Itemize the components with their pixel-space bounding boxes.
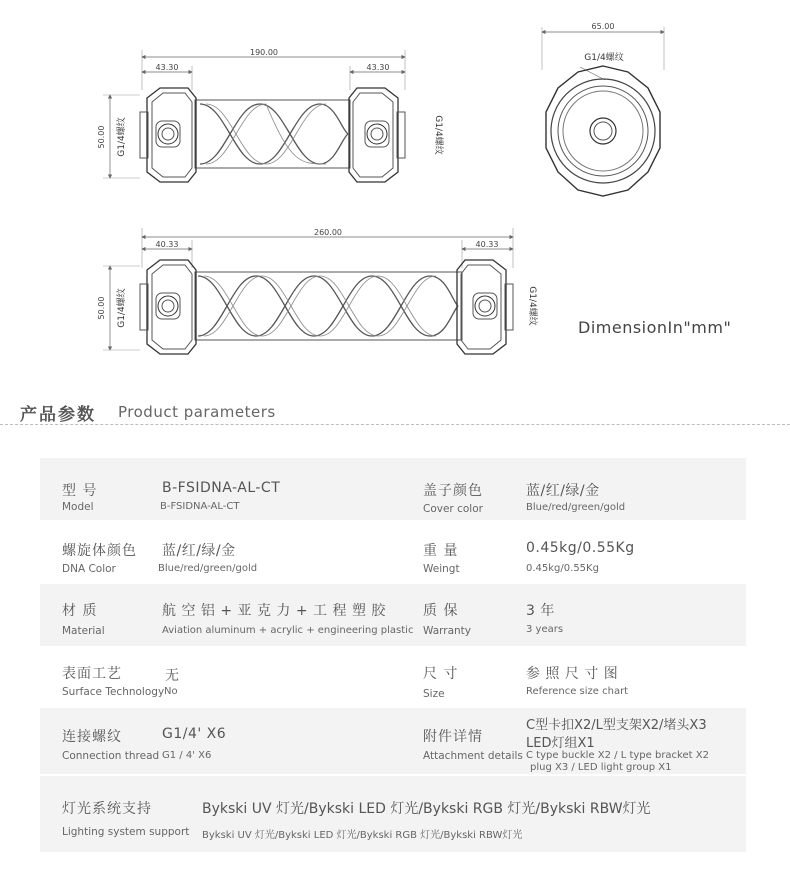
param-label-cn: 质 保	[423, 603, 459, 619]
section-divider	[0, 424, 790, 425]
param-value-en: No	[164, 686, 178, 697]
param-label-en: Lighting system support	[62, 826, 190, 838]
param-label-cn: 灯光系统支持	[62, 801, 152, 817]
param-value-en: G1 / 4' X6	[162, 750, 212, 761]
param-label-cn: 材 质	[62, 603, 98, 619]
param-value-cn: LED灯组X1	[526, 736, 595, 751]
param-row	[40, 520, 746, 584]
param-label-en: Size	[423, 688, 445, 700]
param-value-en: Reference size chart	[526, 686, 629, 697]
thread-label-bottom-left: G1/4螺纹	[117, 288, 127, 328]
param-value-cn: 参 照 尺 寸 图	[526, 666, 619, 682]
dim-50-bottom: 50.00	[97, 296, 106, 320]
param-value-en: 0.45kg/0.55Kg	[526, 563, 599, 574]
param-value-cn: 无	[165, 668, 180, 684]
param-value-en: Blue/red/green/gold	[158, 563, 258, 574]
param-value-en: Bykski UV 灯光/Bykski LED 灯光/Bykski RGB 灯光/Bykski RBW灯光	[202, 830, 523, 841]
param-value-en: Aviation aluminum + acrylic + engineering plastic	[162, 625, 414, 636]
thread-label-end: G1/4螺纹	[584, 53, 624, 63]
section-title-en: Product parameters	[118, 403, 276, 421]
param-value-cn: C型卡扣X2/L型支架X2/堵头X3	[526, 718, 707, 733]
param-value-cn: 蓝/红/绿/金	[162, 543, 236, 559]
param-label-en: Material	[62, 625, 105, 637]
param-value-cn: 蓝/红/绿/金	[526, 483, 600, 499]
dim-43-right: 43.30	[366, 63, 390, 72]
param-value-cn: 3 年	[526, 603, 555, 619]
param-label-en: Model	[62, 501, 94, 513]
param-row	[40, 646, 746, 708]
thread-label-top-right: G1/4螺纹	[433, 115, 443, 155]
param-row	[40, 708, 746, 774]
param-label-en: Connection thread	[62, 750, 160, 762]
param-label-cn: 重 量	[423, 543, 459, 559]
param-value-cn: G1/4' X6	[162, 726, 227, 742]
param-label-cn: 尺 寸	[423, 666, 459, 682]
thread-label-bottom-right: G1/4螺纹	[527, 286, 537, 326]
reservoir-190-drawing	[103, 50, 405, 182]
dim-190: 190.00	[250, 48, 278, 57]
param-label-cn: 螺旋体颜色	[62, 543, 137, 559]
param-label-cn: 表面工艺	[62, 666, 122, 682]
dimension-unit-note: DimensionIn"mm"	[578, 318, 732, 337]
param-label-en: Weingt	[423, 563, 460, 575]
dim-50-top: 50.00	[97, 125, 106, 149]
section-title-cn: 产品参数	[20, 405, 96, 425]
param-label-en: Cover color	[423, 503, 483, 515]
param-value-en: C type buckle X2 / L type bracket X2	[526, 750, 709, 761]
param-label-en: Attachment details	[423, 750, 523, 762]
param-label-cn: 连接螺纹	[62, 729, 122, 745]
dim-43-left: 43.30	[155, 63, 179, 72]
dim-40-right: 40.33	[475, 240, 499, 249]
param-value-cn: B-FSIDNA-AL-CT	[162, 480, 281, 496]
param-value-cn: Bykski UV 灯光/Bykski LED 灯光/Bykski RGB 灯光/Bykski RBW灯光	[202, 801, 651, 817]
param-value-en: 3 years	[526, 624, 564, 635]
param-value-cn: 航 空 铝 + 亚 克 力 + 工 程 塑 胶	[162, 603, 386, 619]
param-row	[40, 458, 746, 520]
thread-label-top-left: G1/4螺纹	[117, 117, 127, 157]
param-label-cn: 盖子颜色	[423, 483, 483, 499]
lighting-row	[40, 776, 746, 852]
param-label-cn: 型 号	[62, 483, 98, 499]
param-value-en: Blue/red/green/gold	[526, 502, 626, 513]
param-value-en: B-FSIDNA-AL-CT	[160, 501, 240, 512]
param-value-en: plug X3 / LED light group X1	[530, 762, 672, 773]
dim-260: 260.00	[314, 228, 342, 237]
dim-65: 65.00	[591, 22, 615, 31]
param-label-en: Surface Technology	[62, 686, 165, 698]
param-label-en: DNA Color	[62, 563, 116, 575]
param-value-cn: 0.45kg/0.55Kg	[526, 540, 635, 556]
param-label-cn: 附件详情	[423, 729, 483, 745]
param-label-en: Warranty	[423, 625, 472, 637]
dim-40-left: 40.33	[155, 240, 179, 249]
param-row	[40, 584, 746, 646]
